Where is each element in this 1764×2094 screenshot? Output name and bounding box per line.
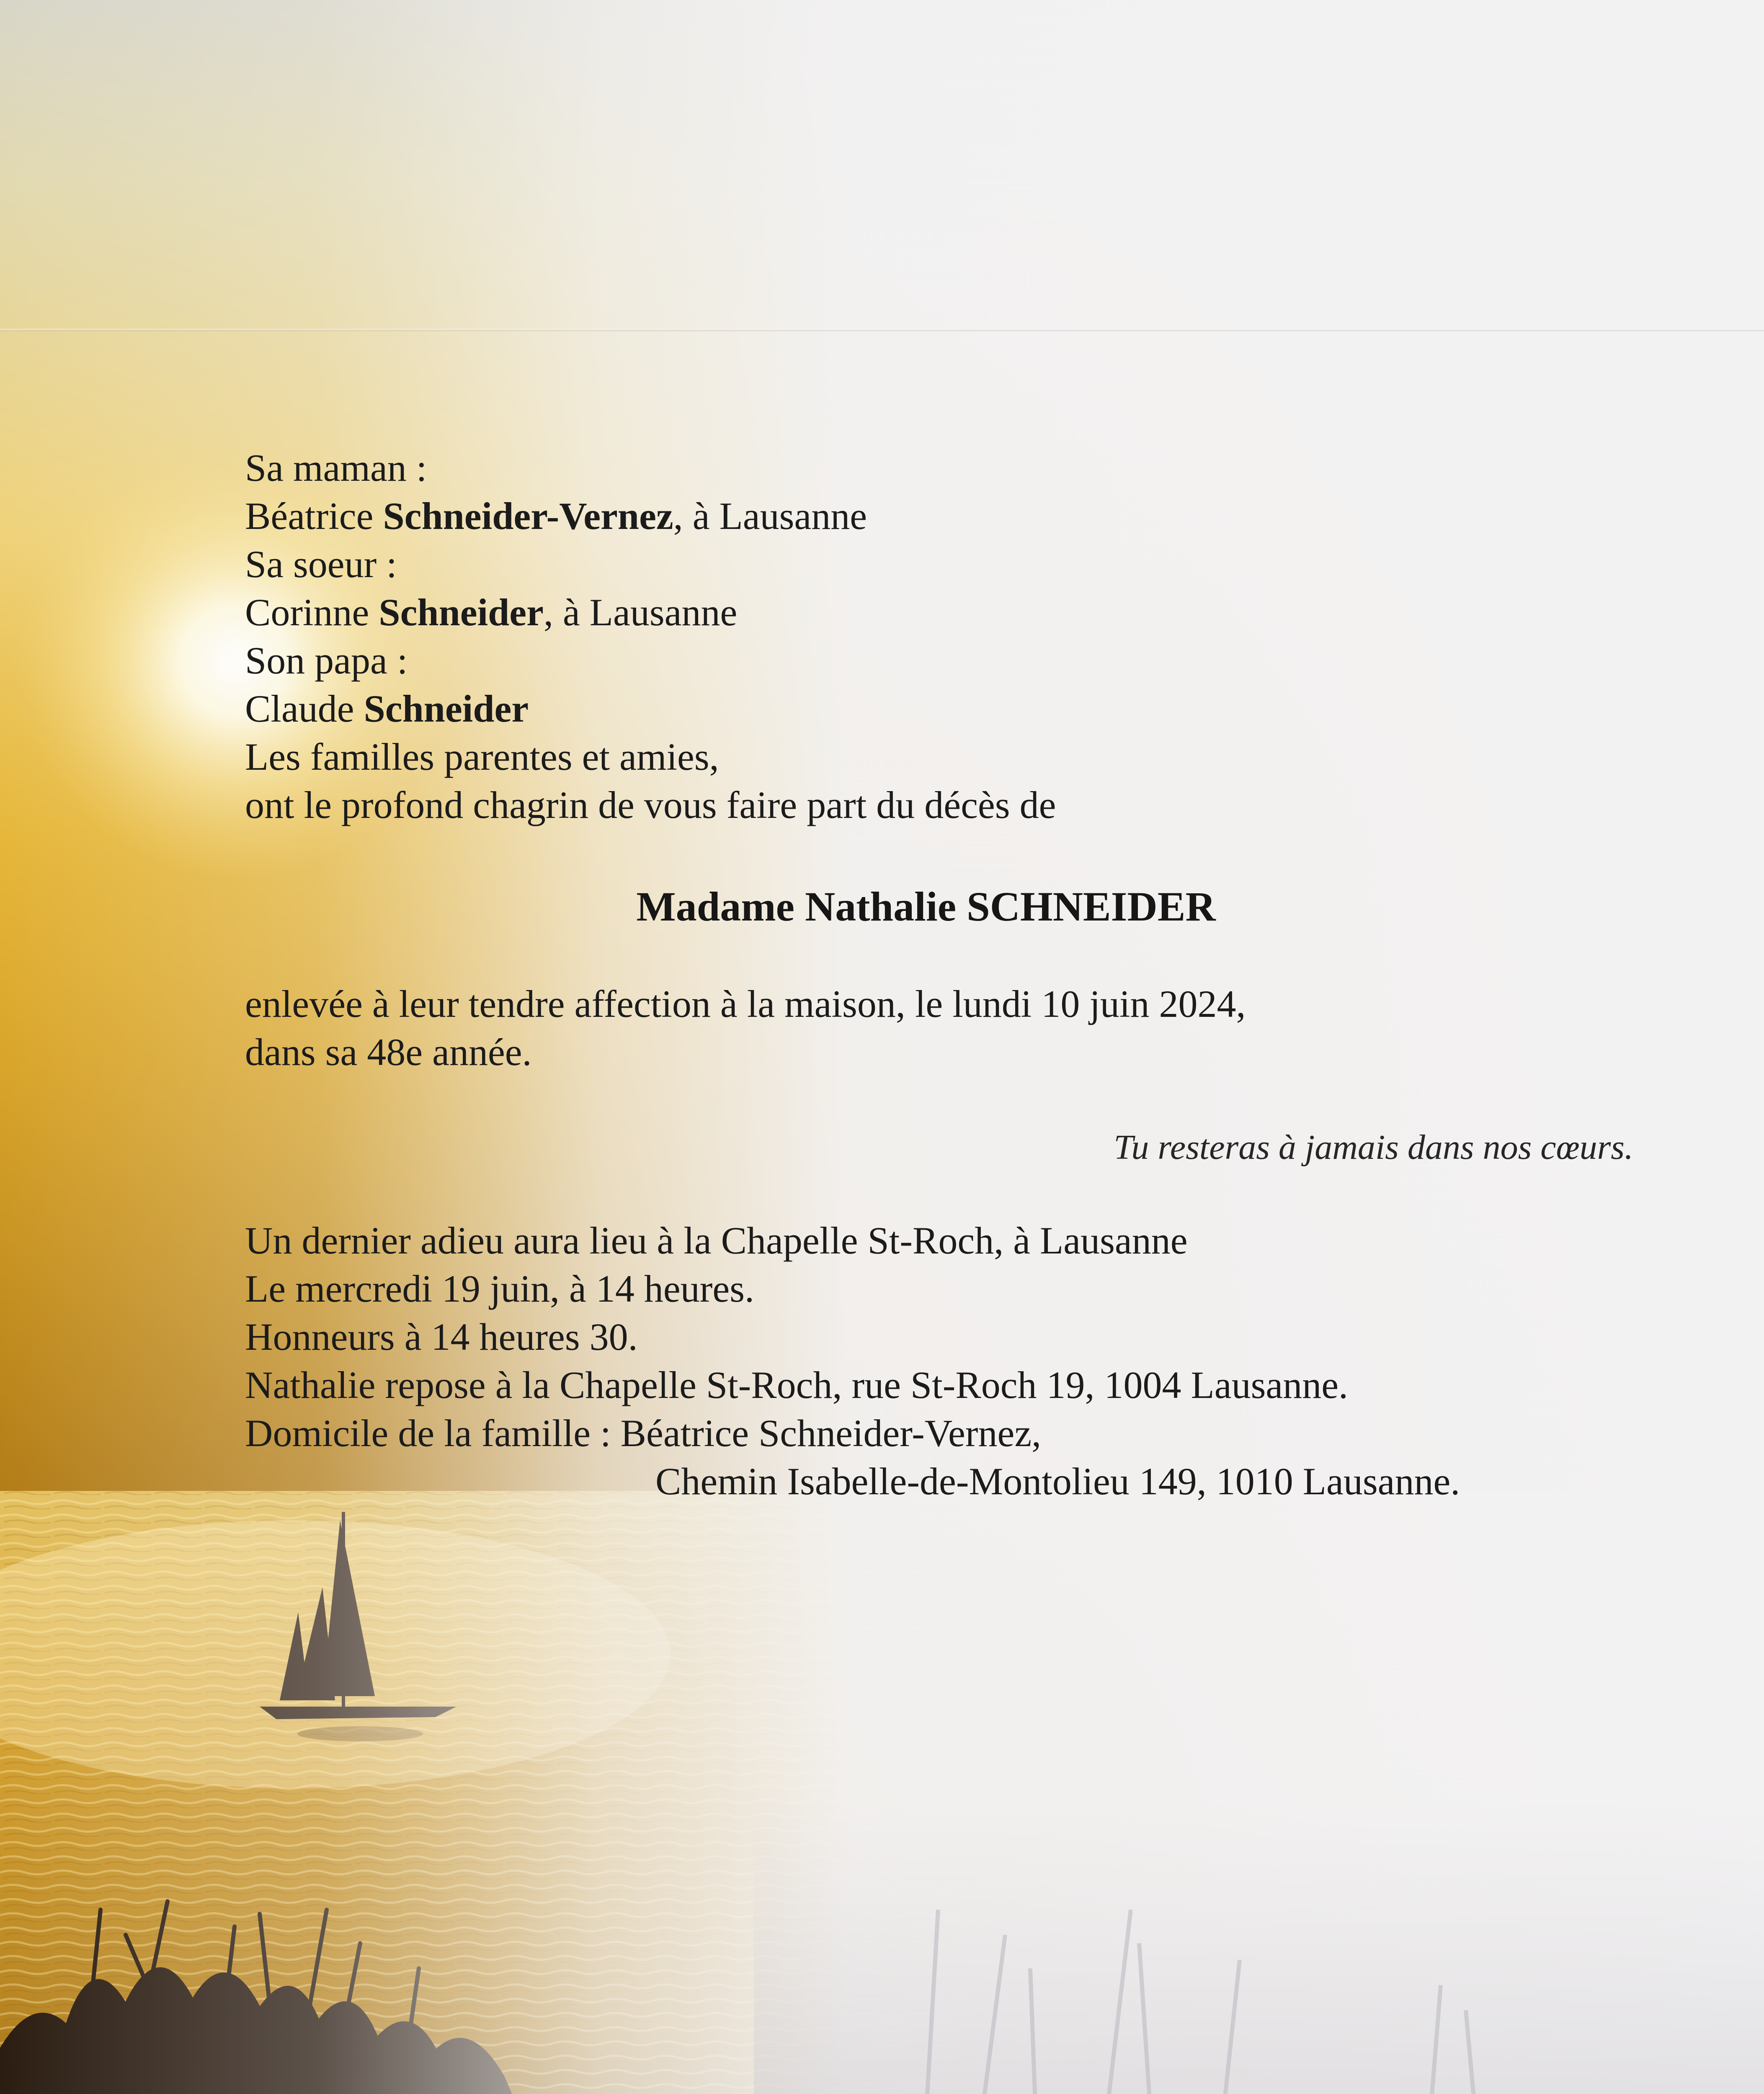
ceremony-line-3: Honneurs à 14 heures 30. xyxy=(245,1315,638,1358)
ceremony-details xyxy=(245,1217,1348,1457)
father-label: Son papa : xyxy=(245,639,408,682)
mother-label: Sa maman : xyxy=(245,446,427,489)
sister-first-name: Corinne xyxy=(245,591,379,634)
father-name-line xyxy=(245,685,1056,733)
sister-label: Sa soeur : xyxy=(245,543,397,585)
mother-place: , à Lausanne xyxy=(673,495,867,537)
death-line-1: enlevée à leur tendre affection à la maison, le lundi 10 juin 2024, xyxy=(245,983,1246,1025)
mother-first-name: Béatrice xyxy=(245,495,383,537)
sister-name-line xyxy=(245,588,1056,637)
father-first-name: Claude xyxy=(245,687,364,730)
gray-vignette xyxy=(754,1801,1764,2094)
announcement-line: ont le profond chagrin de vous faire part du décès de xyxy=(245,784,1056,826)
sister-last-name: Schneider xyxy=(379,591,544,634)
mother-name-line xyxy=(245,492,1056,540)
relatives-line: Les familles parentes et amies, xyxy=(245,735,719,778)
epitaph: Tu resteras à jamais dans nos cœurs. xyxy=(1114,1128,1633,1167)
ceremony-line-4: Nathalie repose à la Chapelle St-Roch, rue St-Roch 19, 1004 Lausanne. xyxy=(245,1364,1349,1406)
death-line-2: dans sa 48e année. xyxy=(245,1031,532,1073)
ceremony-line-5: Domicile de la famille : Béatrice Schneider-Vernez, xyxy=(245,1412,1042,1454)
ceremony-line-2: Le mercredi 19 juin, à 14 heures. xyxy=(245,1267,754,1310)
father-last-name: Schneider xyxy=(364,687,529,730)
ceremony-line-1: Un dernier adieu aura lieu à la Chapelle St-Roch, à Lausanne xyxy=(245,1219,1188,1262)
sister-place: , à Lausanne xyxy=(543,591,738,634)
mother-last-name: Schneider-Vernez xyxy=(383,495,673,537)
death-details xyxy=(245,980,1246,1076)
card-fold-line xyxy=(0,329,1764,331)
deceased-name: Madame Nathalie SCHNEIDER xyxy=(636,883,1216,930)
family-announcement xyxy=(245,444,1056,829)
family-address: Chemin Isabelle-de-Montolieu 149, 1010 Lausanne. xyxy=(655,1460,1460,1503)
